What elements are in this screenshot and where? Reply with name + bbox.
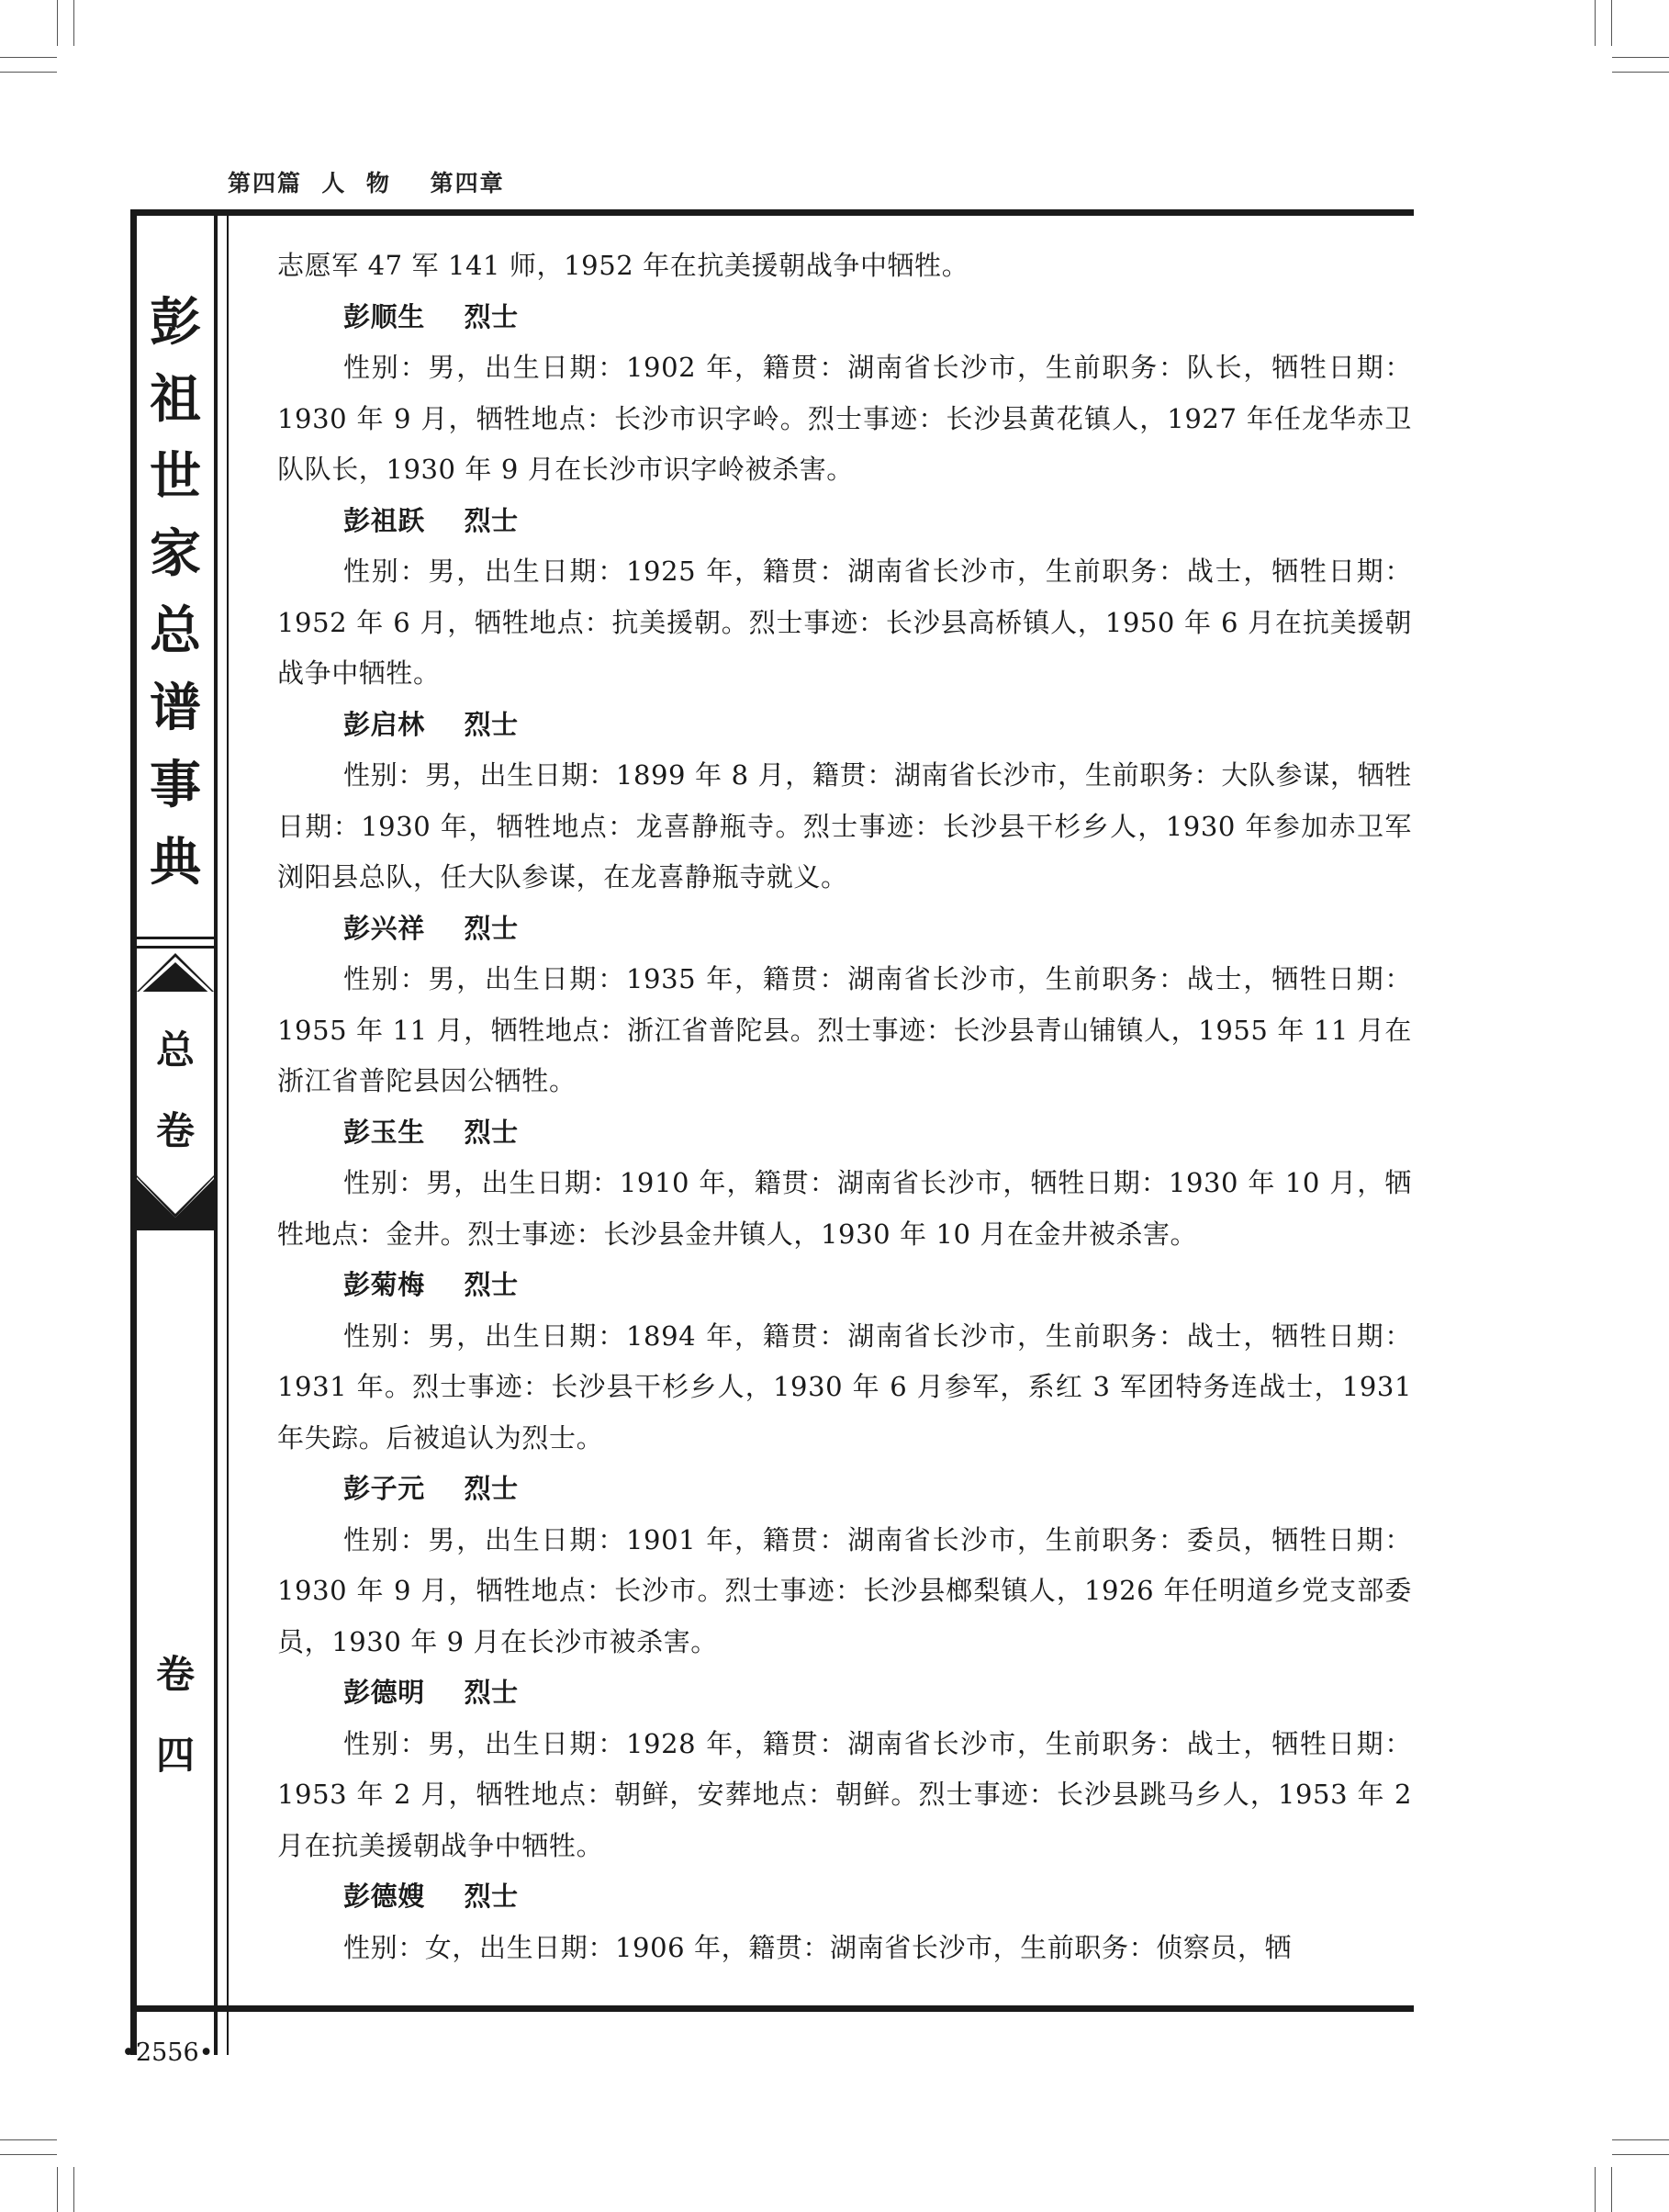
martyr-name: 彭子元 烈士 <box>343 1473 519 1504</box>
martyr-name: 彭玉生 烈士 <box>343 1116 519 1148</box>
side-title-char: 事 <box>150 756 201 815</box>
running-header: 第四篇 人 物 第四章 <box>228 170 505 196</box>
paragraph: 性别：男，出生日期：1928 年，籍贯：湖南省长沙市，生前职务：战士，牺牲日期：1953 年 2 月，牺牲地点：朝鲜，安葬地点：朝鲜。烈士事迹：长沙县跳马乡人，1953 年 2 月在抗美援朝战争中牺牲。 <box>277 1727 1412 1861</box>
crop-mark <box>73 2167 74 2212</box>
paragraph: 性别：男，出生日期：1899 年 8 月，籍贯：湖南省长沙市，生前职务：大队参谋，牺牲日期：1930 年，牺牲地点：龙喜静瓶寺。烈士事迹：长沙县干杉乡人，1930 年参加赤卫军浏阳县总队，任大队参谋，在龙喜静瓶寺就义。 <box>277 759 1412 893</box>
side-title-char: 彭 <box>150 293 201 353</box>
paragraph: 性别：男，出生日期：1894 年，籍贯：湖南省长沙市，生前职务：战士，牺牲日期：1931 年。烈士事迹：长沙县干杉乡人，1930 年 6 月参军，系红 3 军团特务连战士，1931 年失踪。后被追认为烈士。 <box>277 1319 1412 1454</box>
martyr-name: 彭菊梅 烈士 <box>343 1269 519 1300</box>
crop-mark <box>0 2139 57 2140</box>
juan-char: 四 <box>155 1733 195 1778</box>
martyr-name: 彭顺生 烈士 <box>343 300 519 332</box>
crop-mark <box>0 72 57 73</box>
volume-char: 总 <box>155 1027 195 1072</box>
paragraph: 性别：男，出生日期：1902 年，籍贯：湖南省长沙市，生前职务：队长，牺牲日期：1930 年 9 月，牺牲地点：长沙市识字岭。烈士事迹：长沙县黄花镇人，1927 年任龙华赤卫队队长，1930 年 9 月在长沙市识字岭被杀害。 <box>277 352 1412 485</box>
martyr-name: 彭祖跃 烈士 <box>343 504 519 536</box>
frame-content-rule <box>227 209 229 2055</box>
paragraph: 性别：男，出生日期：1910 年，籍贯：湖南省长沙市，牺牲日期：1930 年 10 月，牺牲地点：金井。烈士事迹：长沙县金井镇人，1930 年 10 月在金井被杀害。 <box>277 1167 1412 1250</box>
frame-outer-left-rule <box>130 209 137 2055</box>
volume-char: 卷 <box>155 1108 195 1153</box>
martyr-name: 彭兴祥 烈士 <box>343 912 519 944</box>
crop-mark <box>1595 2167 1596 2212</box>
crop-mark <box>1612 2154 1669 2155</box>
side-title-char: 祖 <box>150 370 201 430</box>
paragraph: 志愿军 47 军 141 师，1952 年在抗美援朝战争中牺牲。 <box>277 250 969 281</box>
crop-mark <box>57 0 58 46</box>
martyr-name: 彭德明 烈士 <box>343 1677 519 1708</box>
crop-mark <box>1611 2167 1612 2212</box>
paragraph: 性别：男，出生日期：1901 年，籍贯：湖南省长沙市，生前职务：委员，牺牲日期：1930 年 9 月，牺牲地点：长沙市。烈士事迹：长沙县榔梨镇人，1926 年任明道乡党支部委员，1930 年 9 月在长沙市被杀害。 <box>277 1523 1412 1657</box>
main-text <box>277 241 1412 1973</box>
crop-mark <box>0 57 57 58</box>
paragraph: 性别：女，出生日期：1906 年，籍贯：湖南省长沙市，生前职务：侦察员，牺 <box>343 1931 1293 1963</box>
crop-mark <box>73 0 74 46</box>
frame-top-rule <box>130 209 1414 216</box>
crop-mark <box>57 2167 58 2212</box>
juan-char: 卷 <box>155 1652 195 1697</box>
crop-mark <box>1612 57 1669 58</box>
martyr-name: 彭德嫂 烈士 <box>343 1881 519 1912</box>
martyr-name: 彭启林 烈士 <box>343 708 519 740</box>
crop-mark <box>0 2154 57 2155</box>
juan-label <box>137 1634 214 1796</box>
crop-mark <box>1611 0 1612 46</box>
side-title-char: 总 <box>150 601 201 661</box>
crop-mark <box>1612 72 1669 73</box>
side-title-char: 世 <box>150 447 201 507</box>
side-title-char: 谱 <box>150 679 201 738</box>
volume-label <box>137 1010 214 1172</box>
side-title-char: 家 <box>150 524 201 584</box>
frame-inner-left-rule <box>214 209 218 2055</box>
paragraph: 性别：男，出生日期：1925 年，籍贯：湖南省长沙市，生前职务：战士，牺牲日期：1952 年 6 月，牺牲地点：抗美援朝。烈士事迹：长沙县高桥镇人，1950 年 6 月在抗美援朝战争中牺牲。 <box>277 556 1412 689</box>
paragraph: 性别：男，出生日期：1935 年，籍贯：湖南省长沙市，生前职务：战士，牺牲日期：1955 年 11 月，牺牲地点：浙江省普陀县。烈士事迹：长沙县青山铺镇人，1955 年 11 月在浙江省普陀县因公牺牲。 <box>277 963 1412 1096</box>
frame-bottom-rule <box>130 2005 1414 2012</box>
side-title-char: 典 <box>150 833 201 893</box>
side-book-title <box>137 285 214 902</box>
crop-mark <box>1595 0 1596 46</box>
page-number: •2556• <box>121 2038 214 2067</box>
crop-mark <box>1612 2139 1669 2140</box>
